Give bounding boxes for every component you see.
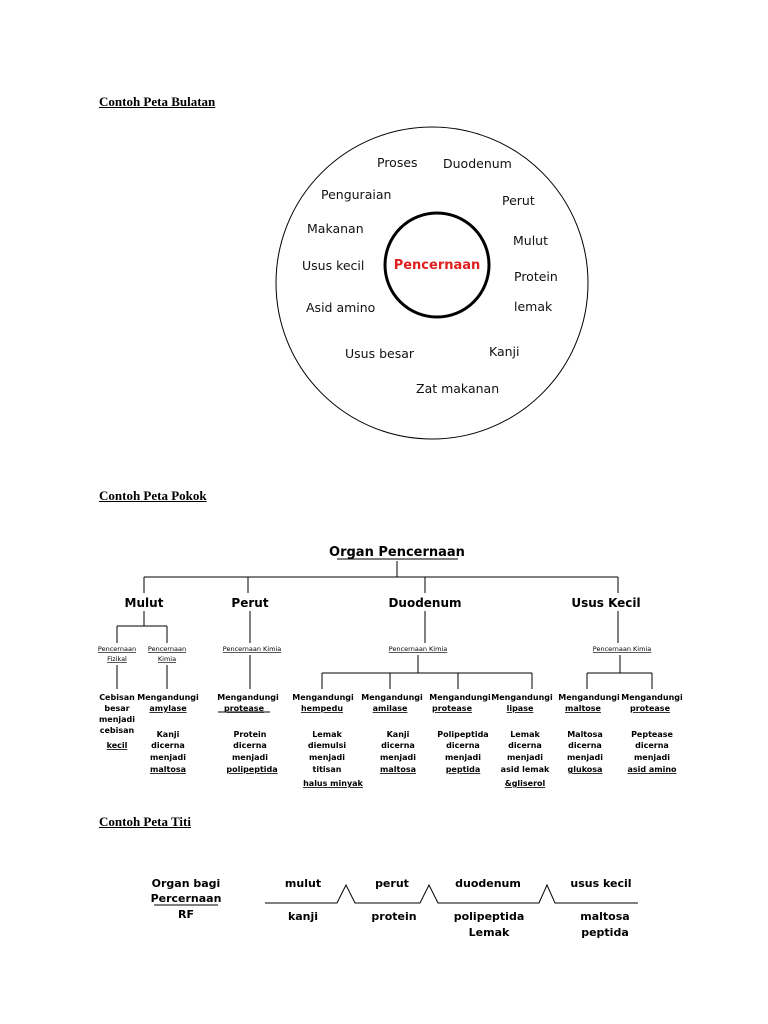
tree-title: Organ Pencernaan	[329, 545, 465, 560]
circle-map	[276, 127, 588, 439]
leaf-text: Maltosa	[567, 730, 603, 739]
leaf-text: dicerna	[381, 741, 415, 750]
circle-word: Usus besar	[345, 346, 415, 361]
leaf-text: Protein	[233, 730, 267, 739]
leaf-head: hempedu	[300, 704, 344, 713]
circle-word: Asid amino	[306, 300, 376, 315]
leaf-duodenum-lipase	[491, 693, 553, 788]
sub-label: Pencernaan Kimia	[388, 645, 448, 653]
leaf-text: asid amino	[627, 765, 677, 774]
leaf-text: menjadi	[149, 753, 187, 762]
bridge-top: perut	[375, 877, 409, 890]
leaf-text: menjadi	[444, 753, 482, 762]
leaf-text: dicerna	[508, 741, 542, 750]
heading-peta-titi: Contoh Peta Titi	[99, 814, 191, 829]
leaf-text: peptida	[445, 765, 481, 774]
leaf-text: maltosa	[150, 765, 186, 774]
sub-label: Pencernaan	[147, 645, 187, 653]
center-word: Pencernaan	[393, 258, 481, 273]
leaf-text: Kanji	[156, 730, 180, 739]
circle-word: Mulut	[513, 233, 549, 248]
circle-word: lemak	[514, 299, 553, 314]
circle-word: Proses	[377, 155, 418, 170]
leaf-text: maltosa	[380, 765, 416, 774]
leaf-head: lipase	[506, 704, 534, 713]
leaf-perut	[217, 693, 279, 774]
leaf-text: menjadi	[231, 753, 269, 762]
circle-word: Protein	[514, 269, 558, 284]
leaf-head: Mengandungi	[137, 693, 199, 702]
leaf-text: asid lemak	[500, 765, 550, 774]
leaf-text: kecil	[106, 741, 128, 750]
leaf-usus-kecil-protease	[621, 693, 683, 774]
leaf-text: dicerna	[233, 741, 267, 750]
sub-label: Kimia	[157, 655, 177, 663]
leaf-text: Kanji	[386, 730, 410, 739]
leaf-mulut-fizikal	[99, 693, 135, 750]
leaf-head: maltose	[565, 704, 601, 713]
leaf-head: protease	[223, 704, 265, 713]
bridge-bottom: polipeptida	[453, 910, 525, 923]
leaf-head: amilase	[372, 704, 408, 713]
leaf-text: menjadi	[308, 753, 346, 762]
leaf-text: menjadi	[379, 753, 417, 762]
leaf-text: dicerna	[568, 741, 602, 750]
leaf-head: Mengandungi	[621, 693, 683, 702]
circle-word: Usus kecil	[302, 258, 365, 273]
tree-map	[98, 545, 683, 788]
organ-duodenum: Duodenum	[388, 596, 462, 610]
leaf-text: titisan	[312, 765, 342, 774]
sub-label: Pencernaan Kimia	[222, 645, 282, 653]
leaf-head: protease	[629, 704, 671, 713]
leaf-text: diemulsi	[307, 741, 347, 750]
circle-word: Duodenum	[443, 156, 512, 171]
leaf-mulut-kimia	[137, 693, 199, 774]
leaf-text: menjadi	[98, 715, 136, 724]
leaf-text: Cebisan	[99, 693, 135, 702]
leaf-head: Mengandungi	[429, 693, 491, 702]
leaf-text: menjadi	[506, 753, 544, 762]
leaf-text: cebisan	[99, 726, 135, 735]
leaf-text: Lemak	[510, 730, 540, 739]
leaf-text: menjadi	[633, 753, 671, 762]
leaf-head: Mengandungi	[558, 693, 620, 702]
heading-peta-pokok: Contoh Peta Pokok	[99, 488, 207, 503]
leaf-head: Mengandungi	[361, 693, 423, 702]
leaf-text: dicerna	[635, 741, 669, 750]
leaf-text: Polipeptida	[437, 730, 489, 739]
leaf-text: Lemak	[312, 730, 342, 739]
bridge-bottom: maltosa	[580, 910, 630, 923]
leaf-text: halus minyak	[303, 779, 363, 788]
bridge-bottom: protein	[371, 910, 417, 923]
leaf-duodenum-hempedu	[292, 693, 363, 788]
bridge-bottom: Lemak	[468, 926, 510, 939]
circle-word: Makanan	[307, 221, 364, 236]
bridge-label: RF	[178, 908, 194, 921]
leaf-text: Peptease	[631, 730, 673, 739]
circle-word: Kanji	[489, 344, 520, 359]
bridge-top: usus kecil	[570, 877, 632, 890]
leaf-text: menjadi	[566, 753, 604, 762]
organ-mulut: Mulut	[124, 596, 164, 610]
sub-label: Fizikal	[107, 655, 127, 663]
leaf-text: &gliserol	[504, 779, 546, 788]
sub-label: Pencernaan	[97, 645, 137, 653]
leaf-text: glukosa	[567, 765, 603, 774]
leaf-usus-kecil-maltose	[558, 693, 620, 774]
bridge-top: mulut	[284, 877, 322, 890]
leaf-text: polipeptida	[226, 765, 278, 774]
bridge-label: Organ bagi	[151, 877, 221, 890]
bridge-bottom: peptida	[581, 926, 629, 939]
leaf-head: amylase	[149, 704, 187, 713]
leaf-head: protease	[431, 704, 473, 713]
leaf-duodenum-amilase	[361, 693, 423, 774]
leaf-text: besar	[104, 704, 130, 713]
organ-usus-kecil: Usus Kecil	[571, 596, 641, 610]
leaf-head: Mengandungi	[217, 693, 279, 702]
heading-peta-bulatan: Contoh Peta Bulatan	[99, 94, 216, 109]
circle-word: Perut	[502, 193, 535, 208]
leaf-duodenum-protease	[429, 693, 491, 774]
circle-word: Penguraian	[321, 187, 392, 202]
leaf-text: dicerna	[446, 741, 480, 750]
bridge-bottom: kanji	[287, 910, 319, 923]
sub-label: Pencernaan Kimia	[592, 645, 652, 653]
bridge-top: duodenum	[455, 877, 521, 890]
leaf-head: Mengandungi	[491, 693, 553, 702]
organ-perut: Perut	[231, 596, 269, 610]
leaf-head: Mengandungi	[292, 693, 354, 702]
leaf-text: dicerna	[151, 741, 185, 750]
bridge-map	[151, 877, 638, 939]
circle-word: Zat makanan	[416, 381, 500, 396]
bridge-label: Percernaan	[150, 892, 222, 905]
